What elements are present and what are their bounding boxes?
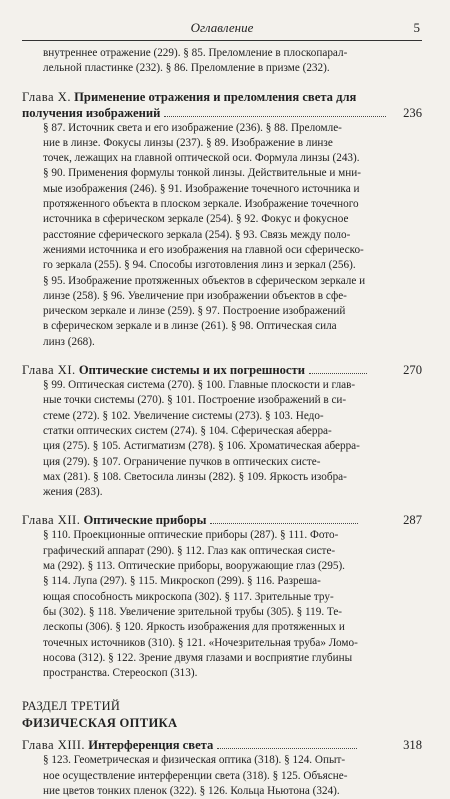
text-line: ция (275). § 105. Астигматизм (278). § 106. Хроматическая аберра- (43, 440, 360, 453)
chapter-page: 236 (403, 105, 422, 120)
chapter-title: Оптические приборы (83, 513, 207, 528)
chapter-11-sections (22, 378, 422, 500)
text-line: мах (281). § 108. Светосила линзы (282). § 109. Яркость изобра- (43, 470, 347, 483)
chapter-13-sections (22, 753, 422, 799)
text-line: бы (302). § 118. Увеличение зрительной трубы (305). § 119. Те- (43, 605, 343, 618)
text-line: протяженного объекта в плоском зеркале. Изображение точечного (43, 198, 359, 211)
text-line: § 114. Лупа (297). § 115. Микроскоп (299). § 116. Разреша- (43, 575, 321, 588)
text-line: рическом зеркале и линзе (259). § 97. Построение изображений (43, 305, 346, 318)
text-line: лескопы (306). § 120. Яркость изображения для протяженных и (43, 621, 345, 634)
text-line: лельной пластинке (232). § 86. Преломление в призме (232). (43, 62, 330, 75)
text-line: линз (268). (43, 335, 95, 348)
text-line: в сферическом зеркале и в линзе (261). § 98. Оптическая сила (43, 320, 337, 333)
chapter-page: 318 (403, 738, 422, 753)
text-line: § 95. Изображение протяженных объектов в сферическом зеркале и (43, 274, 366, 287)
text-line: жениями источника и его изображения на главной оси сферическо- (43, 243, 364, 256)
section-title: ФИЗИЧЕСКАЯ ОПТИКА (22, 716, 178, 731)
chapter-11-heading (22, 362, 422, 378)
text-line: носова (312). § 122. Зрение двумя глазами и восприятие глубины (43, 651, 353, 664)
leader-dots (217, 748, 357, 749)
table-of-contents (22, 46, 422, 799)
chapter-10-heading (22, 89, 422, 121)
page-number: 5 (413, 20, 420, 35)
text-line: внутреннее отражение (229). § 85. Преломление в плоскопарал- (43, 47, 348, 59)
text-line: стеме (272). § 102. Увеличение системы (273). § 103. Недо- (43, 409, 324, 422)
text-line: расстояние сферического зеркала (254). § 93. Связь между поло- (43, 228, 351, 241)
text-line: ное осуществление интерференции света (318). § 125. Объясне- (43, 769, 348, 782)
text-line: статки оптических систем (274). § 104. Сферическая аберра- (43, 424, 332, 437)
chapter-title: Оптические системы и их погрешности (78, 363, 305, 378)
text-line: точек, лежащих на главной оптической оси. Формула линзы (243). (43, 152, 360, 165)
chapter-10-sections (22, 121, 422, 350)
text-line: ные точки системы (270). § 101. Построение изображений в си- (43, 394, 347, 407)
running-header (22, 18, 422, 41)
text-line: точечных источников (310). § 121. «Ночезрительная труба» Ломо- (43, 636, 358, 649)
chapter-label: Глава XIII. (22, 738, 86, 753)
intro-text (22, 46, 422, 77)
chapter-label: Глава XII. (22, 513, 81, 528)
text-line: источника в сферическом зеркале (254). § 92. Фокус и фокусное (43, 213, 349, 226)
text-line: ние в линзе. Фокусы линзы (237). § 89. Изображение в линзе (43, 136, 333, 149)
text-line: го зеркала (255). § 94. Способы изготовления линз и зеркал (256). (43, 259, 356, 272)
text-line: ющая способность микроскопа (302). § 117. Зрительные тру- (43, 590, 334, 603)
text-line: § 99. Оптическая система (270). § 100. Главные плоскости и глав- (43, 379, 356, 392)
text-line: линзе (258). § 96. Увеличение при изображении объектов в сфе- (43, 289, 347, 302)
leader-dots (164, 116, 386, 117)
text-line: ние цветов тонких пленок (322). § 126. Кольца Ньютона (324). (43, 784, 340, 797)
leader-dots (210, 523, 358, 524)
chapter-title: Интерференция света (88, 738, 214, 753)
text-line: ция (279). § 107. Ограничение пучков в оптических систе- (43, 455, 321, 468)
text-line: ма (292). § 113. Оптические приборы, вооружающие глаз (295). (43, 560, 345, 573)
text-line: пространства. Стереоскоп (313). (43, 667, 198, 680)
chapter-title-cont: получения изображений (22, 105, 161, 120)
chapter-page: 270 (403, 363, 422, 378)
text-line: графический аппарат (290). § 112. Глаз как оптическая систе- (43, 544, 336, 557)
text-line: мые изображения (246). § 91. Изображение точечного источника и (43, 182, 360, 195)
running-title: Оглавление (190, 20, 254, 35)
chapter-12-sections (22, 528, 422, 681)
text-line: жения (283). (43, 486, 103, 499)
chapter-label: Глава X. (22, 89, 71, 104)
chapter-12-heading (22, 512, 422, 528)
text-line: § 123. Геометрическая и физическая оптика (318). § 124. Опыт- (43, 754, 346, 767)
chapter-13-heading (22, 737, 422, 753)
chapter-title: Применение отражения и преломления света для (74, 89, 357, 104)
text-line: § 110. Проекционные оптические приборы (287). § 111. Фото- (43, 529, 339, 542)
leader-dots (309, 373, 367, 374)
text-line: § 90. Применения формулы тонкой линзы. Действительные и мни- (43, 167, 361, 180)
chapter-page: 287 (403, 513, 422, 528)
text-line: § 87. Источник света и его изображение (236). § 88. Преломле- (43, 121, 342, 134)
chapter-label: Глава XI. (22, 363, 76, 378)
section-label: РАЗДЕЛ ТРЕТИЙ (22, 699, 121, 714)
